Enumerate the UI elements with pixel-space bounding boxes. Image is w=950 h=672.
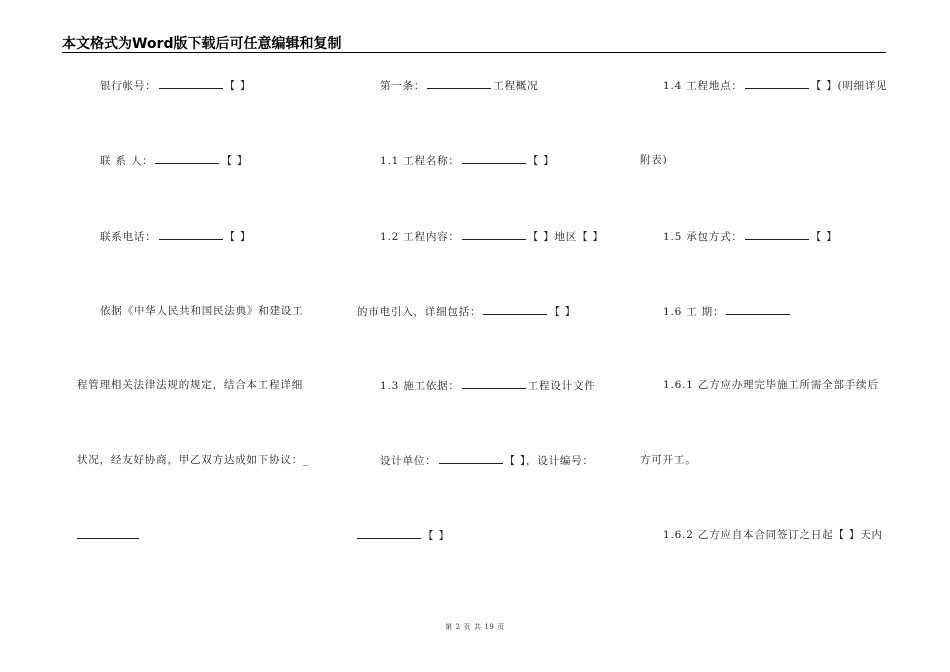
line-text: 状况，经友好协商，甲乙双方达成如下协议：_ (77, 454, 310, 466)
line-text: 附表) (640, 154, 668, 166)
blank-underline (726, 304, 790, 315)
line-project-name (357, 153, 555, 168)
line-attached-table (640, 153, 668, 167)
text-column-middle (357, 78, 612, 558)
line-suffix: 工程概况 (493, 80, 539, 92)
blank-underline (745, 229, 809, 240)
line-text: 联 系 人： (100, 155, 154, 167)
line-basis-1 (77, 304, 303, 318)
line-text: 程管理相关法律法规的规定，结合本工程详细 (77, 379, 303, 391)
blank-underline (77, 528, 139, 539)
line-contact-person (77, 153, 248, 168)
line-duration (640, 304, 792, 319)
text-column-right (640, 78, 890, 558)
blank-underline (462, 229, 526, 240)
line-article-one (357, 78, 538, 93)
line-text: 方可开工。 (640, 454, 697, 466)
line-suffix: 【 】(明细详见 (810, 80, 888, 92)
line-bank-account (77, 78, 251, 93)
line-contact-phone (77, 229, 251, 244)
line-suffix: 【 】 (423, 530, 450, 542)
line-basis-blank (77, 528, 141, 543)
blank-underline (439, 453, 503, 464)
line-start-work (640, 453, 697, 467)
blank-underline (357, 528, 421, 539)
line-text: 依据《中华人民共和国民法典》和建设工 (100, 305, 304, 317)
blank-underline (427, 78, 491, 89)
line-basis-2 (77, 378, 303, 392)
line-contract-mode (640, 229, 838, 244)
line-project-content (357, 229, 604, 244)
line-suffix: 【 】 (221, 155, 249, 167)
blank-underline (483, 304, 547, 315)
line-design-number (357, 528, 450, 543)
line-suffix: 【 】，设计编号： (504, 455, 594, 467)
line-power-intro (357, 304, 576, 319)
blank-underline (745, 78, 809, 89)
line-suffix: 【 】 (224, 231, 252, 243)
blank-underline (155, 153, 219, 164)
text-column-left (77, 78, 332, 558)
line-suffix: 【 】 (527, 155, 555, 167)
page-number: 第 2 页 共 19 页 (445, 623, 505, 631)
line-text: 1.3 施工依据： (380, 380, 460, 392)
line-suffix: 工程设计文件 (527, 380, 596, 392)
document-header-title: 本文格式为Word版下载后可任意编辑和复制 (62, 36, 342, 52)
line-construction-basis (357, 378, 596, 393)
line-text: 1.2 工程内容： (380, 231, 460, 243)
line-text: 1.4 工程地点： (663, 80, 743, 92)
line-text: 的市电引入，详细包括： (357, 306, 482, 318)
header-divider (62, 52, 886, 53)
line-text: 1.6 工 期： (663, 306, 725, 318)
line-text: 设计单位： (380, 455, 437, 467)
blank-underline (462, 378, 526, 389)
line-text: 联系电话： (100, 231, 157, 243)
blank-underline (159, 229, 223, 240)
line-suffix: 【 】地区【 】 (527, 231, 604, 243)
line-text: 1.6.2 乙方应自本合同签订之日起【 】天内 (663, 529, 883, 541)
line-text: 1.5 承包方式： (663, 231, 743, 243)
line-text: 银行帐号： (100, 80, 157, 92)
line-project-location (640, 78, 888, 93)
line-basis-3 (77, 453, 309, 467)
line-clause-161 (640, 378, 879, 392)
blank-underline (159, 78, 223, 89)
line-suffix: 【 】 (224, 80, 252, 92)
line-design-unit (357, 453, 594, 468)
line-text: 1.1 工程名称： (380, 155, 460, 167)
line-clause-162 (640, 528, 883, 542)
line-suffix: 【 】 (810, 231, 838, 243)
line-text: 1.6.1 乙方应办理完毕施工所需全部手续后 (663, 379, 879, 391)
line-text: 第一条： (380, 80, 426, 92)
line-suffix: 【 】 (549, 306, 577, 318)
blank-underline (462, 153, 526, 164)
